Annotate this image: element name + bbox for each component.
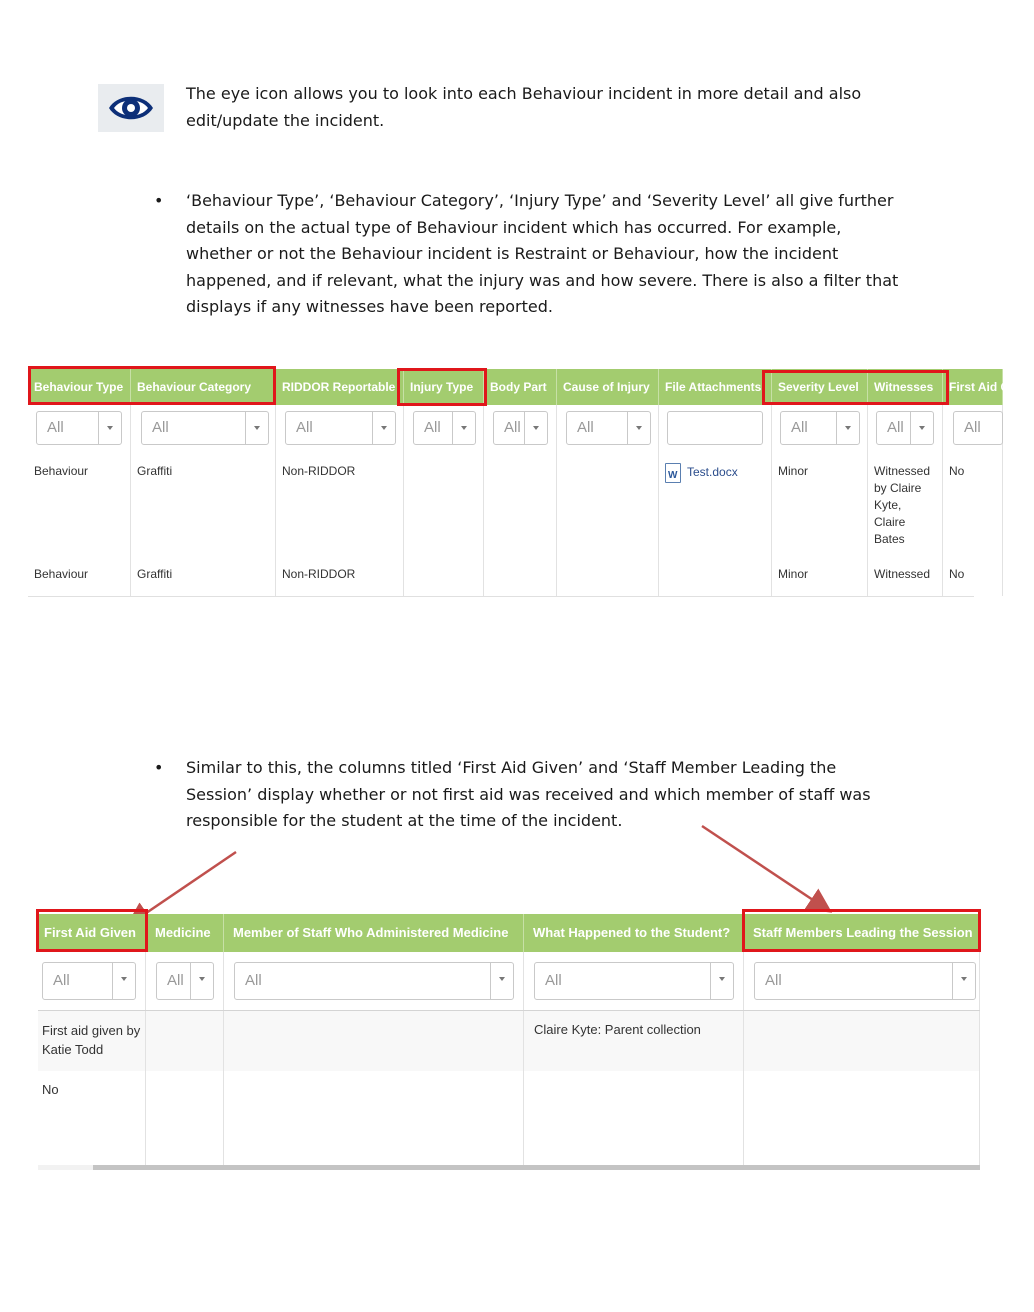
cell-what-happened: Claire Kyte: Parent collection	[524, 1011, 744, 1071]
cell-severity-level: Minor	[772, 556, 868, 596]
cell-riddor-reportable: Non-RIDDOR	[276, 455, 404, 556]
cell-staff-members-leading	[744, 1011, 980, 1071]
chevron-down-icon[interactable]	[490, 963, 513, 999]
filter-medicine[interactable]: All	[156, 962, 214, 1000]
filter-staff-members-leading[interactable]: All	[754, 962, 976, 1000]
bullet-dot: •	[154, 191, 164, 210]
header-severity-level[interactable]: Severity Level	[772, 369, 868, 405]
cell-behaviour-category: Graffiti	[131, 556, 276, 596]
header-cause-of-injury[interactable]: Cause of Injury	[557, 369, 659, 405]
chevron-down-icon[interactable]	[952, 963, 975, 999]
cell-what-happened	[524, 1071, 744, 1165]
table-row[interactable]	[38, 1011, 980, 1072]
filter-injury-type[interactable]: All	[413, 411, 476, 445]
cell-staff-administered-medicine	[224, 1011, 524, 1071]
cell-riddor-reportable: Non-RIDDOR	[276, 556, 404, 596]
horizontal-scrollbar[interactable]	[38, 1165, 980, 1170]
cell-witnesses: Witnessed	[868, 556, 943, 596]
header-witnesses[interactable]: Witnesses	[868, 369, 943, 405]
header-what-happened[interactable]: What Happened to the Student?	[524, 914, 744, 952]
cell-behaviour-category: Graffiti	[131, 455, 276, 556]
bullet-dot: •	[154, 758, 164, 777]
chevron-down-icon[interactable]	[112, 963, 135, 999]
filter-what-happened[interactable]: All	[534, 962, 734, 1000]
table-row[interactable]	[38, 1071, 980, 1166]
filter-witnesses[interactable]: All	[876, 411, 934, 445]
filter-cause-of-injury[interactable]: All	[566, 411, 651, 445]
filter-severity-level[interactable]: All	[780, 411, 860, 445]
scrollbar-thumb[interactable]	[93, 1165, 980, 1170]
filter-first-aid-given[interactable]: All	[42, 962, 136, 1000]
cell-staff-members-leading	[744, 1071, 980, 1165]
header-file-attachments[interactable]: File Attachments	[659, 369, 772, 405]
bullet-text-1: ‘Behaviour Type’, ‘Behaviour Category’, ‘Injury Type’ and ‘Severity Level’ all give further details on the actual type of Behaviour incident which has occurred. For example, whether or not the Behaviour incident is Restraint or Behaviour, how the incident happened, and if relevant, what the injury was and how severe. There is also a filter that displays if any witnesses have been reported.	[186, 191, 899, 316]
header-behaviour-type[interactable]: Behaviour Type	[28, 369, 131, 405]
header-staff-administered-medicine[interactable]: Member of Staff Who Administered Medicine	[224, 914, 524, 952]
header-behaviour-category[interactable]: Behaviour Category	[131, 369, 276, 405]
first-aid-grid	[38, 914, 980, 1170]
cell-first-aid-given: No	[943, 455, 1003, 556]
filter-riddor-reportable[interactable]: All	[285, 411, 396, 445]
header-riddor-reportable[interactable]: RIDDOR Reportable	[276, 369, 404, 405]
eye-icon-description: The eye icon allows you to look into each Behaviour incident in more detail and also edit/update the incident.	[186, 84, 862, 130]
attachment-link[interactable]: Test.docx	[687, 465, 738, 480]
cell-first-aid-given: No	[943, 556, 1003, 596]
header-first-aid-given[interactable]: First Aid Given	[943, 369, 1003, 405]
header-body-part[interactable]: Body Part	[484, 369, 557, 405]
chevron-down-icon[interactable]	[710, 963, 733, 999]
cell-severity-level: Minor	[772, 455, 868, 556]
filter-body-part[interactable]: All	[493, 411, 548, 445]
header-injury-type[interactable]: Injury Type	[404, 369, 484, 405]
cell-first-aid-given: No	[38, 1071, 146, 1165]
filter-behaviour-category[interactable]: All	[141, 411, 269, 445]
cell-first-aid-given: First aid given by Katie Todd	[38, 1011, 146, 1071]
cell-behaviour-type: Behaviour	[28, 455, 131, 556]
cell-medicine	[146, 1011, 224, 1071]
filter-first-aid-given[interactable]: All	[953, 411, 1003, 445]
header-staff-members-leading[interactable]: Staff Members Leading the Session	[744, 914, 980, 952]
filter-staff-administered-medicine[interactable]: All	[234, 962, 514, 1000]
bullet-text-2: Similar to this, the columns titled ‘First Aid Given’ and ‘Staff Member Leading the Session’ display whether or not first aid was received and which member of staff was responsible for the student at the time of the incident.	[186, 758, 871, 830]
cell-behaviour-type: Behaviour	[28, 556, 131, 596]
filter-row	[38, 952, 980, 1012]
filter-behaviour-type[interactable]: All	[36, 411, 122, 445]
cell-witnesses: Witnessed by Claire Kyte, Claire Bates	[868, 455, 943, 556]
header-first-aid-given[interactable]: First Aid Given	[38, 914, 146, 952]
arrow-to-staff-members-leading	[702, 826, 828, 910]
cell-medicine	[146, 1071, 224, 1165]
cell-staff-administered-medicine	[224, 1071, 524, 1165]
header-medicine[interactable]: Medicine	[146, 914, 224, 952]
chevron-down-icon[interactable]	[190, 963, 213, 999]
